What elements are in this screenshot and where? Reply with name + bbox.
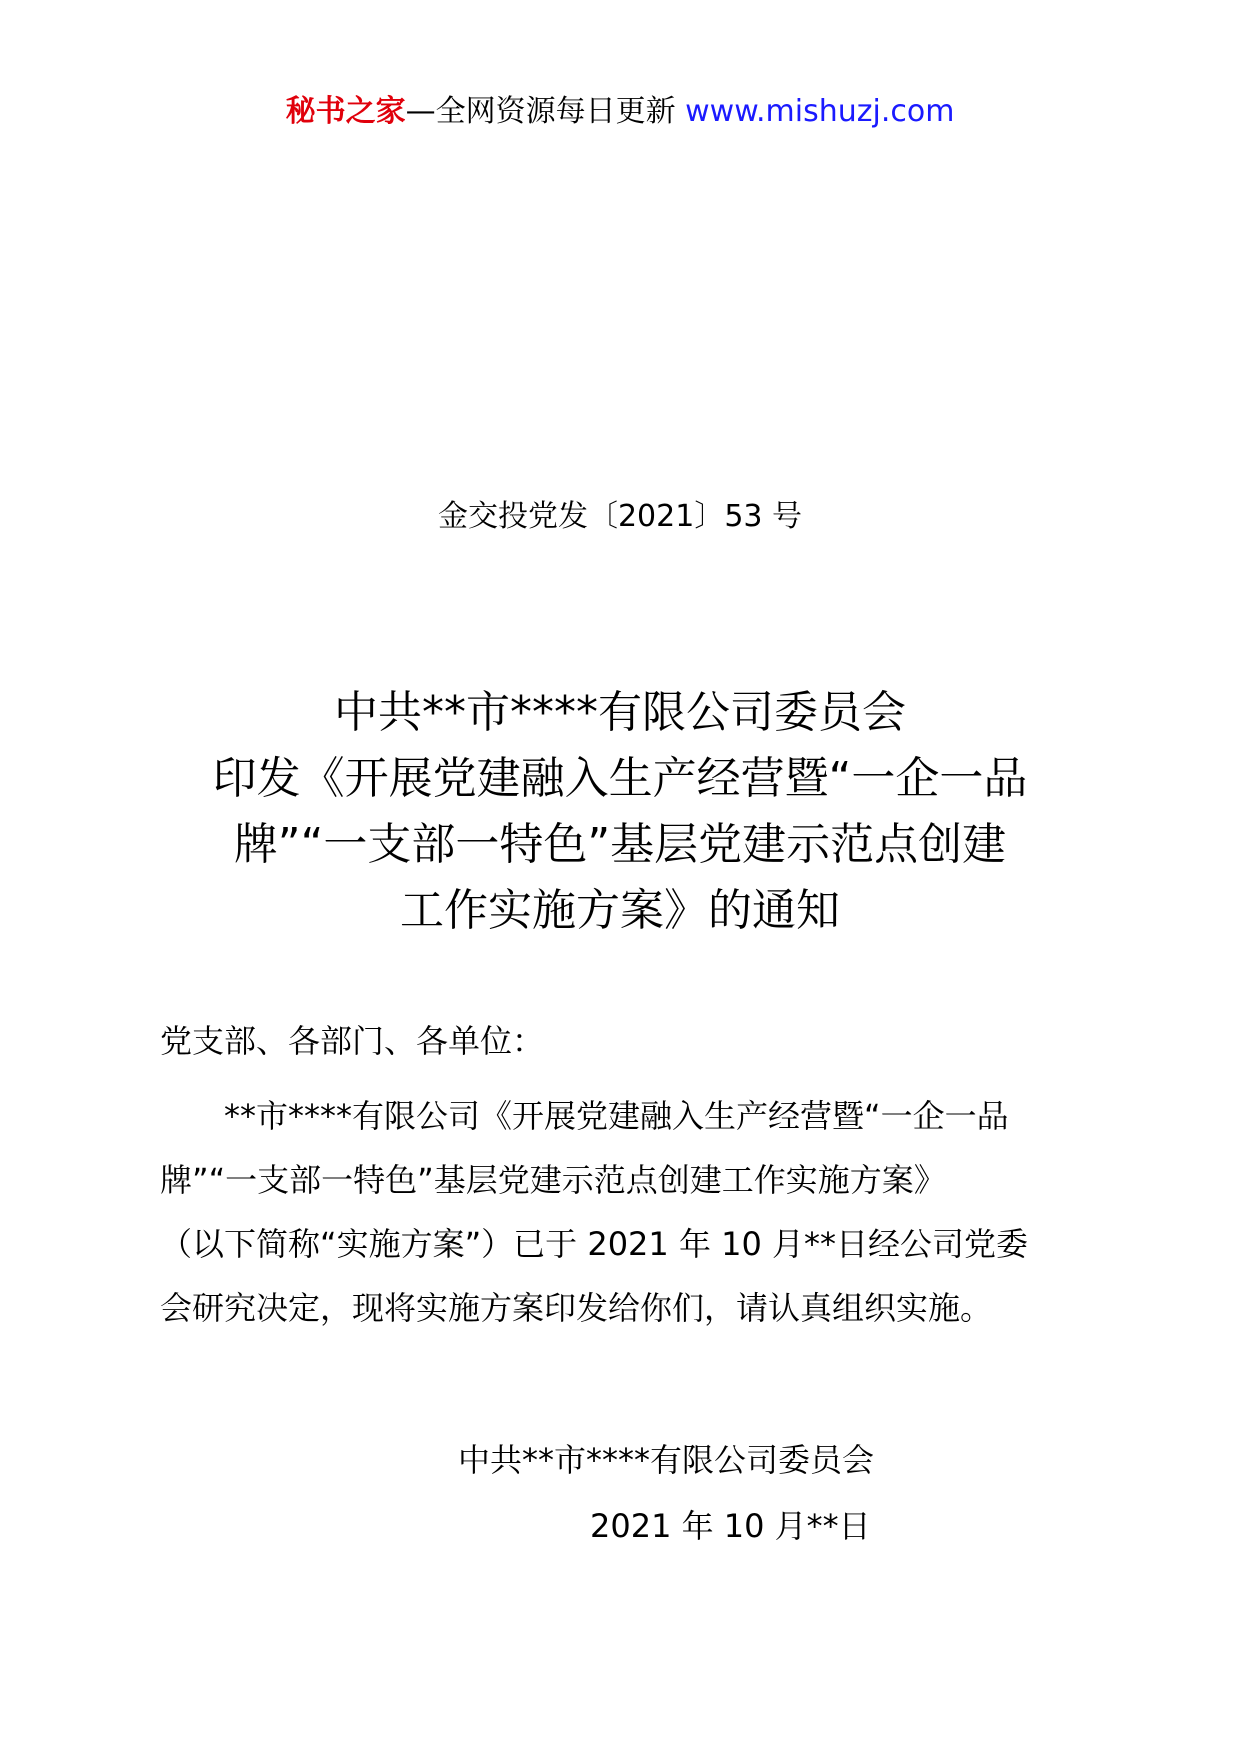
body-line: 牌”“一支部一特色”基层党建示范点创建工作实施方案》 [160,1161,946,1199]
site-brand: 秘书之家 [285,94,406,129]
document-number: 金交投党发〔2021〕53 号 [437,499,803,534]
document-title [160,680,1080,944]
salutation: 党支部、各部门、各单位： [160,1022,545,1060]
title-line: 牌”“一支部一特色”基层党建示范点创建 [233,819,1007,870]
title-line: 中共**市****有限公司委员会 [334,687,906,738]
site-slogan: —全网资源每日更新 [405,94,686,129]
title-line: 印发《开展党建融入生产经营暨“一企一品 [212,753,1028,804]
site-header [0,92,1240,132]
body-paragraph [160,1084,1084,1340]
title-line: 工作实施方案》的通知 [400,885,840,936]
body-line: （以下简称“实施方案”）已于 2021 年 10 月**日经公司党委 [160,1225,1029,1263]
body-line: 会研究决定，现将实施方案印发给你们，请认真组织实施。 [160,1289,993,1327]
site-url-link[interactable]: www.mishuzj.com [685,94,955,129]
issue-date: 2021 年 10 月**日 [590,1507,871,1545]
issuer-signature: 中共**市****有限公司委员会 [458,1441,875,1479]
body-line: **市****有限公司《开展党建融入生产经营暨“一企一品 [224,1097,1009,1135]
